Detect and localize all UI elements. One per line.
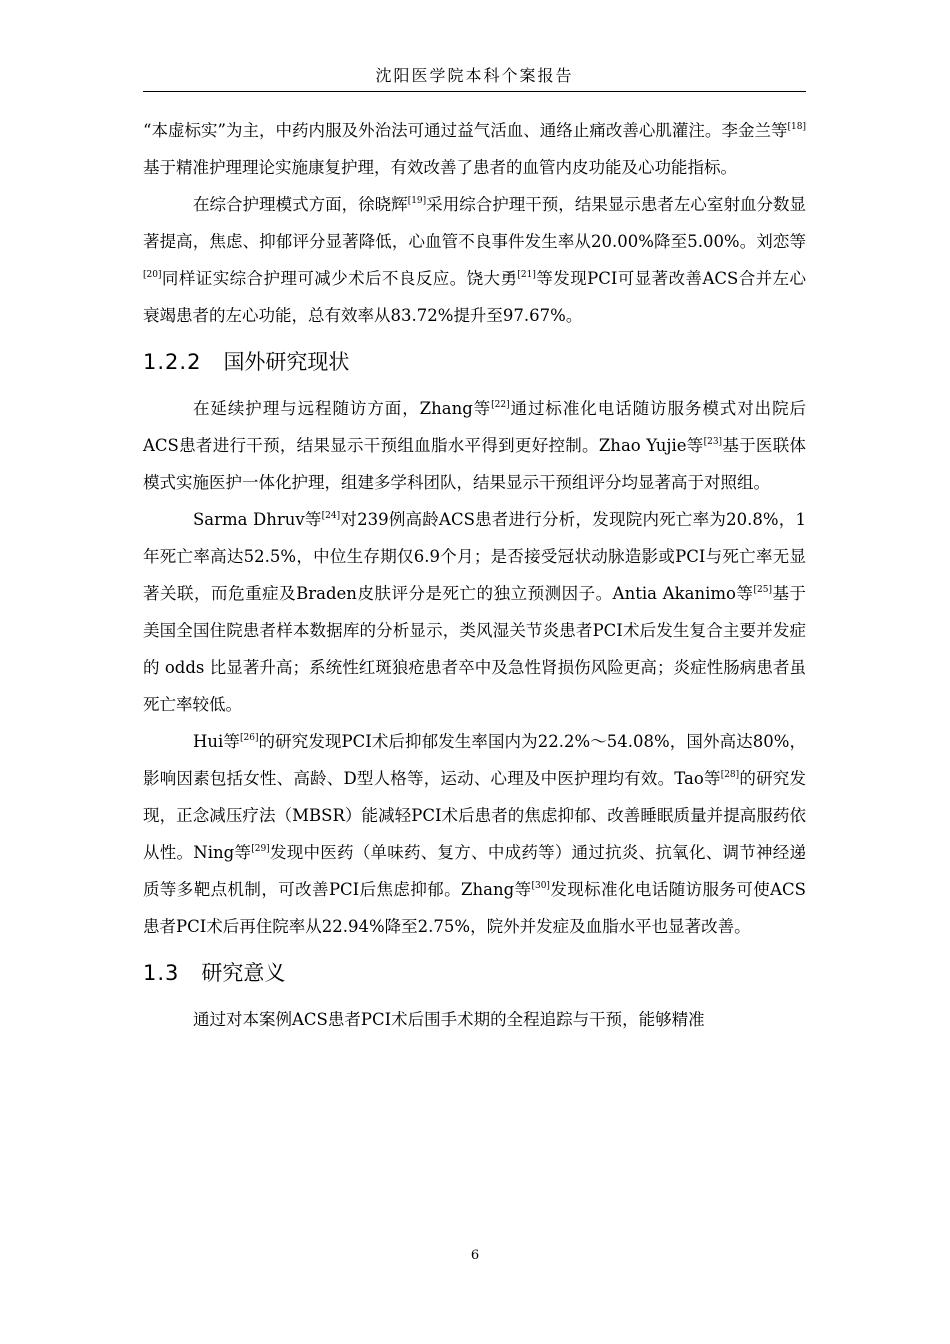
citation-ref: [23] xyxy=(703,437,723,447)
citation-ref: [30] xyxy=(531,881,550,891)
running-header: 沈阳医学院本科个案报告 xyxy=(375,66,574,85)
header-divider xyxy=(143,91,806,92)
citation-ref: [24] xyxy=(321,511,341,521)
text-run: 对239例高龄ACS患者进行分析，发现院内死亡率为20.8%，1年死亡率高达52.5%，中位生存期仅6.9个月；是否接受冠状动脉造影或PCI与死亡率无显著关联，而危重症及Braden皮肤评分是死亡的独立预测因子。Antia Akanimo等 xyxy=(143,510,806,603)
text-run: 通过对本案例ACS患者PCI术后围手术期的全程追踪与干预，能够精准 xyxy=(193,1010,705,1029)
page-number: 6 xyxy=(470,1248,480,1263)
paragraph-2 xyxy=(143,186,806,334)
text-run: 通过标准化电话随访服务模式对出院后ACS患者进行干预，结果显示干预组血脂水平得到更好控制。Zhao Yujie等 xyxy=(143,399,807,455)
text-run: 发现标准化电话随访服务可使ACS患者PCI术后再住院率从22.94%降至2.75%，院外并发症及血脂水平也显著改善。 xyxy=(143,880,806,936)
paragraph-4 xyxy=(143,501,806,723)
citation-ref: [20] xyxy=(143,270,162,280)
text-run: 在延续护理与远程随访方面，Zhang等 xyxy=(193,399,492,418)
text-run: 在综合护理模式方面，徐晓辉 xyxy=(193,195,408,214)
text-run: Hui等 xyxy=(193,732,240,751)
citation-ref: [19] xyxy=(407,196,427,206)
citation-ref: [26] xyxy=(239,733,259,743)
text-run: 采用综合护理干预，结果显示患者左心室射血分数显著提高，焦虑、抑郁评分显著降低，心血管不良事件发生率从20.00%降至5.00%。刘恋等 xyxy=(143,195,807,251)
citation-ref: [29] xyxy=(251,844,270,854)
paragraph-1 xyxy=(143,112,806,186)
section-heading-1-2-2 xyxy=(143,342,806,382)
text-run: “本虚标实”为主，中药内服及外治法可通过益气活血、通络止痛改善心肌灌注。李金兰等 xyxy=(143,121,788,140)
text-run: 的研究发现PCI术后抑郁发生率国内为22.2%～54.08%，国外高达80%，影响因素包括女性、高龄、D型人格等，运动、心理及中医护理均有效。Tao等 xyxy=(143,732,807,788)
citation-ref: [18] xyxy=(787,122,806,132)
section-heading-1-3 xyxy=(143,953,806,993)
section-number: 1.2.2 xyxy=(143,350,202,374)
paragraph-5 xyxy=(143,723,806,945)
section-title: 研究意义 xyxy=(201,961,286,985)
text-run: 基于精准护理理论实施康复护理，有效改善了患者的血管内皮功能及心功能指标。 xyxy=(143,158,737,177)
text-run: 发现中医药（单味药、复方、中成药等）通过抗炎、抗氧化、调节神经递质等多靶点机制，可改善PCI后焦虑抑郁。Zhang等 xyxy=(143,843,806,899)
text-run: 等发现PCI可显著改善ACS合并左心衰竭患者的左心功能，总有效率从83.72%提升至97.67%。 xyxy=(143,269,806,325)
text-run: 的研究发现，正念减压疗法（MBSR）能减轻PCI术后患者的焦虑抑郁、改善睡眠质量并提高服药依从性。Ning等 xyxy=(143,769,806,862)
paragraph-3 xyxy=(143,390,806,501)
text-run: Sarma Dhruv等 xyxy=(193,510,322,529)
text-run: 基于美国全国住院患者样本数据库的分析显示，类风湿关节炎患者PCI术后发生复合主要并发症的 odds 比显著升高；系统性红斑狼疮患者卒中及急性肾损伤风险更高；炎症性肠病患者虽死亡率较低。 xyxy=(143,584,806,714)
citation-ref: [28] xyxy=(720,770,740,780)
citation-ref: [22] xyxy=(491,400,510,410)
text-run: 同样证实综合护理可减少术后不良反应。饶大勇 xyxy=(161,269,518,288)
body-content xyxy=(143,112,806,1038)
paragraph-6 xyxy=(143,1001,806,1038)
section-number: 1.3 xyxy=(143,961,180,985)
citation-ref: [21] xyxy=(517,270,536,280)
section-title: 国外研究现状 xyxy=(223,350,350,374)
citation-ref: [25] xyxy=(753,585,772,595)
text-run: 基于医联体模式实施医护一体化护理，组建多学科团队，结果显示干预组评分均显著高于对照组。 xyxy=(143,436,807,492)
